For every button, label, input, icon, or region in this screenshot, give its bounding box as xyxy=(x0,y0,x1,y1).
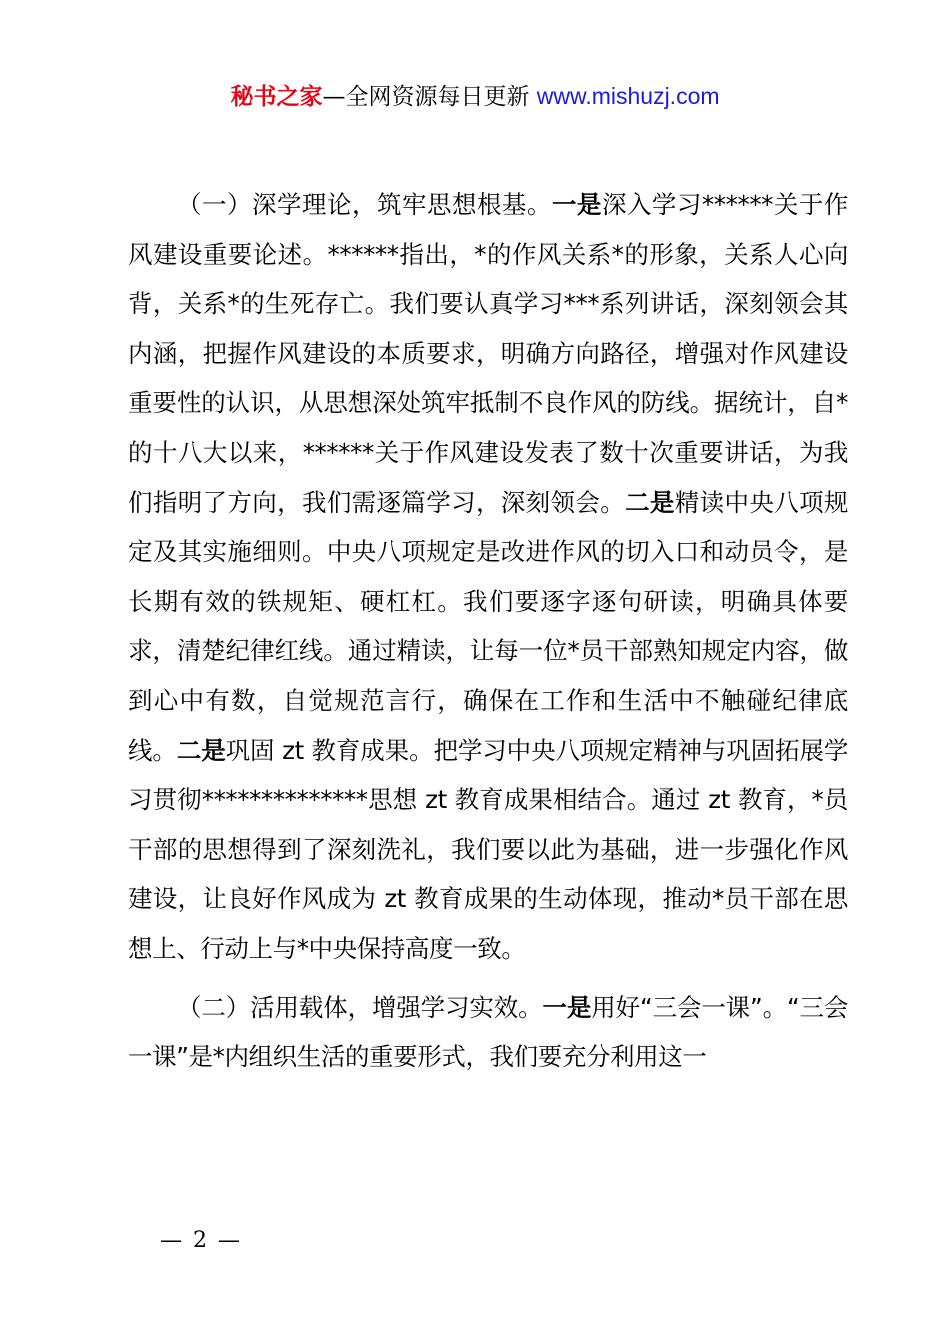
paragraph-text: 深入学习******关于作风建设重要论述。******指出，*的作风关系*的形象，关系人心向背，关系*的生死存亡。我们要认真学习***系列讲话，深刻领会其内涵，把握作风建设的本质要求，明确方向路径，增强对作风建设重要性的认识，从思想深处筑牢抵制不良作风的防线。据统计，自*的十八大以来，******关于作风建设发表了数十次重要讲话，为我们指明了方向，我们需逐篇学习，深刻领会。 xyxy=(128,190,849,517)
point-marker: 二是 xyxy=(625,487,675,517)
point-marker: 二是 xyxy=(176,735,226,765)
paragraph-theory-study xyxy=(128,180,848,974)
section-heading: （一）深学理论，筑牢思想根基。 xyxy=(177,190,552,219)
document-body xyxy=(128,180,848,1082)
page-number: — 2 — xyxy=(160,1228,242,1253)
brand-name: 秘书之家 xyxy=(230,84,323,110)
site-header xyxy=(0,80,950,113)
paragraph-text: 精读中央八项规定及其实施细则。中央八项规定是改进作风的切入口和动员令，是长期有效的铁规矩、硬杠杠。我们要逐字逐句研读，明确具体要求，清楚纪律红线。通过精读，让每一位*员干部熟知规定内容，做到心中有数，自觉规范言行，确保在工作和生活中不触碰纪律底线。 xyxy=(128,487,849,765)
paragraph-text: 巩固 zt 教育成果。把学习中央八项规定精神与巩固拓展学习贯彻**************思想 zt 教育成果相结合。通过 zt 教育，*员干部的思想得到了深刻洗礼，我们要以此为基础，进一步强化作风建设，让良好作风成为 zt 教育成果的生动体现，推动*员干部在思想上、行动上与*中央保持高度一致。 xyxy=(128,735,849,963)
section-heading: （二）活用载体，增强学习实效。 xyxy=(177,992,543,1022)
paragraph-study-carriers xyxy=(128,983,848,1082)
point-marker: 一是 xyxy=(551,190,602,219)
site-url[interactable]: www.mishuzj.com xyxy=(536,83,720,109)
paragraph-text: 用好“三会一课”。“三会一课”是*内组织生活的重要形式，我们要充分利用这一 xyxy=(128,992,849,1072)
header-tagline: —全网资源每日更新 xyxy=(322,84,537,110)
point-marker: 一是 xyxy=(542,992,592,1022)
